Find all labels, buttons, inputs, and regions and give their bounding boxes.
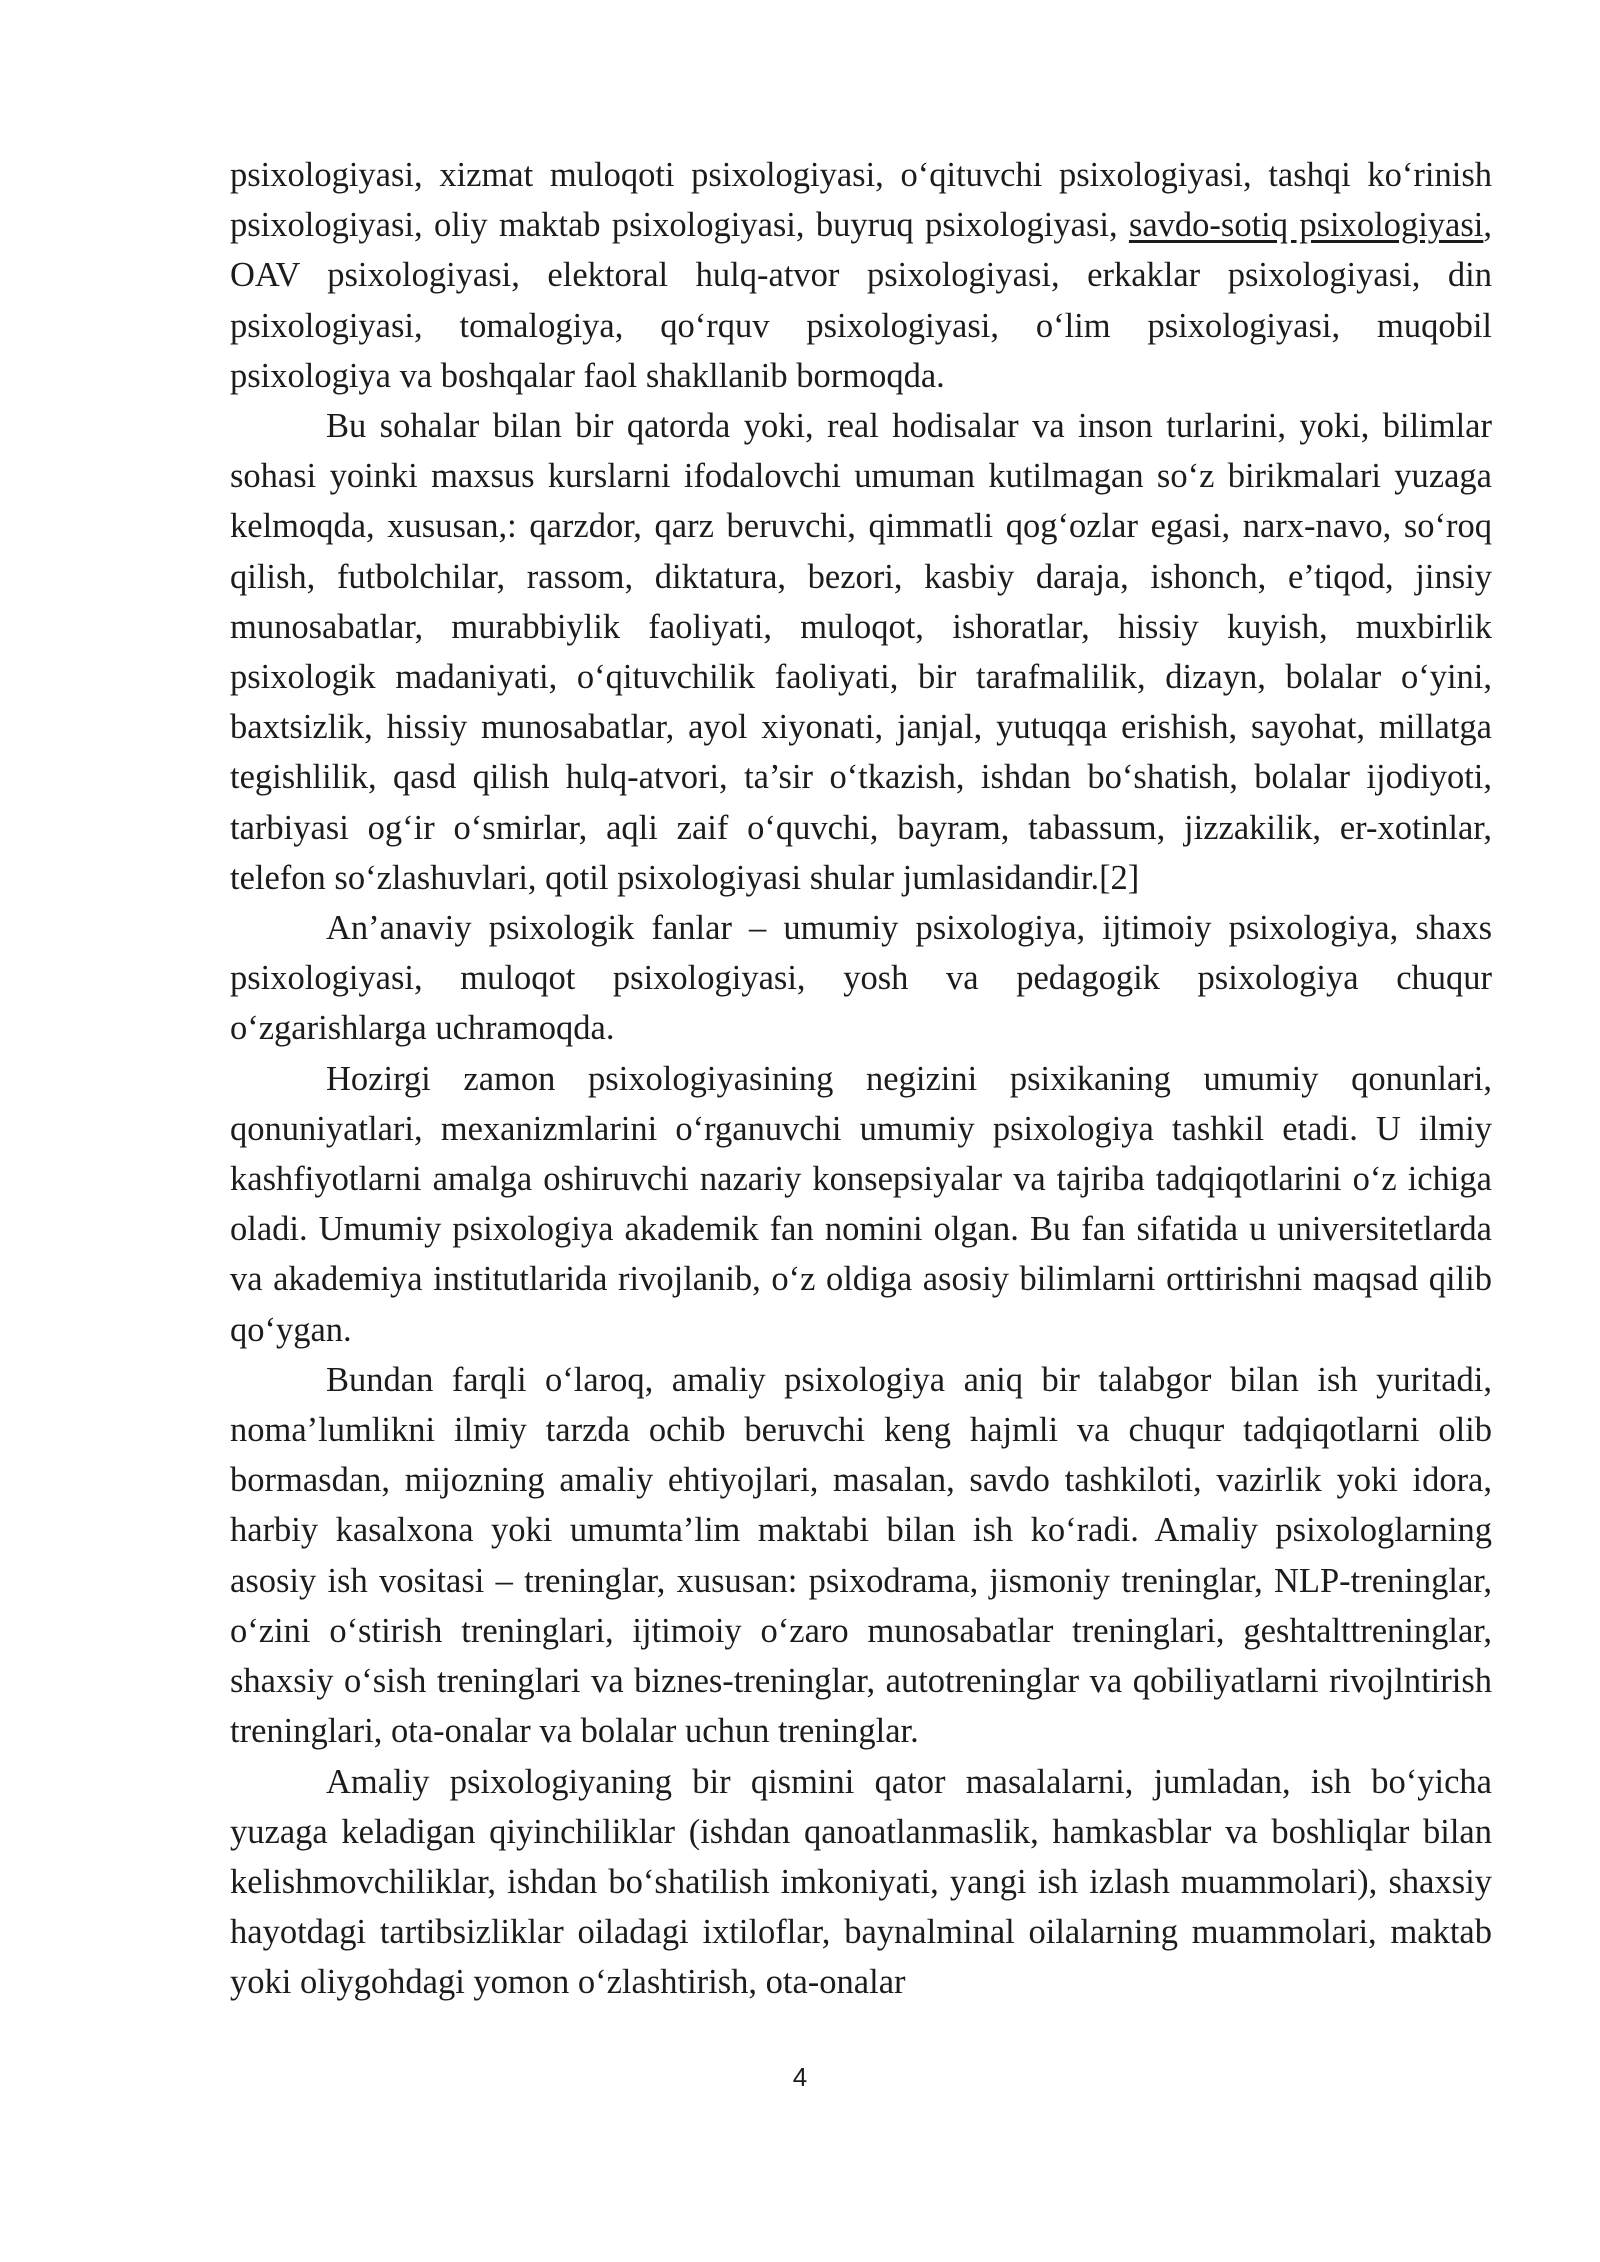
- paragraph: Hozirgi zamon psixologiyasining negizini psixikaning umumiy qonunlari, qonuniyatlari, mexanizmlarini o‘rganuvchi umumiy psixologiya tashkil etadi. U ilmiy kashfiyotlarni amalga oshiruvchi nazariy konsepsiyalar va tajriba tadqiqotlarini o‘z ichiga oladi. Umumiy psixologiya akademik fan nomini olgan. Bu fan sifatida u universitetlarda va akademiya institutlarida rivojlanib, o‘z oldiga asosiy bilimlarni orttirishni maqsad qilib qo‘ygan.: [230, 1059, 1492, 1349]
- paragraph: Bundan farqli o‘laroq, amaliy psixologiya aniq bir talabgor bilan ish yuritadi, noma’lumlikni ilmiy tarzda ochib beruvchi keng hajmli va chuqur tadqiqotlarni olib bormasdan, mijozning amaliy ehtiyojlari, masalan, savdo tashkiloti, vazirlik yoki idora, harbiy kasalxona yoki umumta’lim maktabi bilan ish ko‘radi. Amaliy psixologlarning asosiy ish vositasi – treninglar, xususan: psixodrama, jismoniy treninglar, NLP-treninglar, o‘zini o‘stirish treninglari, ijtimoiy o‘zaro munosabatlar treninglari, geshtalttreninglar, shaxsiy o‘sish treninglari va biznes-treninglar, autotreninglar va qobiliyatlarni rivojlntirish treninglari, ota-onalar va bolalar uchun treninglar.: [230, 1360, 1492, 1751]
- paragraph: Amaliy psixologiyaning bir qismini qator masalalarni, jumladan, ish bo‘yicha yuzaga keladigan qiyinchiliklar (ishdan qanoatlanmaslik, hamkasblar va boshliqlar bilan kelishmovchiliklar, ishdan bo‘shatilish imkoniyati, yangi ish izlash muammolari), shaxsiy hayotdagi tartibsizliklar oiladagi ixtiloflar, baynalminal oilalarning muammolari, maktab yoki oliygohdagi yomon o‘zlashtirish, ota-onalar: [230, 1762, 1492, 2002]
- paragraph: Bu sohalar bilan bir qatorda yoki, real hodisalar va inson turlarini, yoki, bilimlar sohasi yoinki maxsus kurslarni ifodalovchi umuman kutilmagan so‘z birikmalari yuzaga kelmoqda, xususan,: qarzdor, qarz beruvchi, qimmatli qog‘ozlar egasi, narx-navo, so‘roq qilish, futbolchilar, rassom, diktatura, bezori, kasbiy daraja, ishonch, e’tiqod, jinsiy munosabatlar, murabbiylik faoliyati, muloqot, ishoratlar, hissiy kuyish, muxbirlik psixologik madaniyati, o‘qituvchilik faoliyati, bir tarafmalilik, dizayn, bolalar o‘yini, baxtsizlik, hissiy munosabatlar, ayol xiyonati, janjal, yutuqqa erishish, sayohat, millatga tegishlilik, qasd qilish hulq-atvori, ta’sir o‘tkazish, ishdan bo‘shatish, bolalar ijodiyoti, tarbiyasi og‘ir o‘smirlar, aqli zaif o‘quvchi, bayram, tabassum, jizzakilik, er-xotinlar, telefon so‘zlashuvlari, qotil psixologiyasi shular jumlasidandir.[2]: [230, 407, 1492, 897]
- underlined-phrase: savdo-sotiq psixologiyasi: [1128, 206, 1484, 245]
- paragraph-continuation: [230, 150, 1492, 401]
- paragraph-text: , OAV psixologiyasi, elektoral hulq-atvor psixologiyasi, erkaklar psixologiyasi, din psixologiyasi, tomalogiya, qo‘rquv psixologiyasi, o‘lim psixologiyasi, muqobil psixologiya va boshqalar faol shakllanib bormoqda.: [230, 206, 1492, 395]
- paragraph: An’anaviy psixologik fanlar – umumiy psixologiya, ijtimoiy psixologiya, shaxs psixologiyasi, muloqot psixologiyasi, yosh va pedagogik psixologiya chuqur o‘zgarishlarga uchramoqda.: [230, 909, 1492, 1048]
- paragraph-text: psixologiyasi, xizmat muloqoti psixologiyasi, o‘qituvchi psixologiyasi, tashqi ko‘rinish psixologiyasi, oliy maktab psixologiyasi, buyruq psixologiyasi,: [230, 156, 1492, 245]
- document-body: [230, 150, 1492, 2008]
- page-number: 4: [792, 2062, 808, 2092]
